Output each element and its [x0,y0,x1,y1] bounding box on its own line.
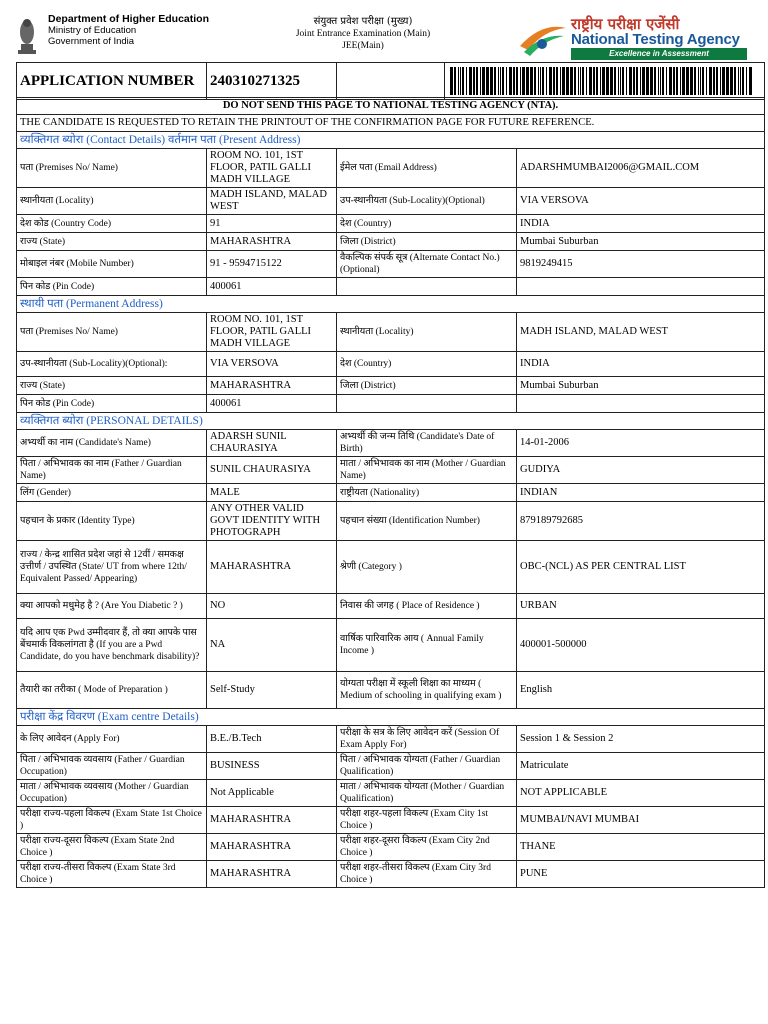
barcode-bar [562,67,565,95]
section-title: परीक्षा केंद्र विवरण (Exam centre Details) [17,709,765,726]
field-value: OBC-(NCL) AS PER CENTRAL LIST [517,541,765,594]
barcode-bar [734,67,736,95]
table-row [17,149,765,188]
table-row [17,278,765,296]
table-row [17,541,765,594]
barcode-bar [494,67,496,95]
field-value: NA [207,619,337,672]
dept-text [48,14,209,47]
barcode-bar [606,67,609,95]
field-label: जिला (District) [337,377,517,395]
barcode-bar [618,67,619,95]
barcode-bar [698,67,699,95]
barcode-bar [498,67,499,95]
barcode-bar [742,67,744,95]
barcode-bar [640,67,641,95]
field-value: THANE [517,834,765,861]
barcode-bar [530,67,533,95]
barcode-bar [666,67,667,95]
barcode-bar [458,67,459,95]
field-value: MADH ISLAND, MALAD WEST [207,188,337,215]
nta-logo [516,14,756,58]
field-value: 400001-500000 [517,619,765,672]
exam-title-hindi: संयुक्त प्रवेश परीक्षा (मुख्य) [313,16,413,27]
barcode-bar [570,67,573,95]
nta-name-english: National Testing Agency [571,31,740,48]
table-row [17,395,765,413]
field-label: माता / अभिभावक व्यवसाय (Mother / Guardian Occupation) [17,780,207,807]
table-row [17,834,765,861]
barcode-bar [534,67,536,95]
barcode-bar [482,67,485,95]
field-label: देश (Country) [337,352,517,377]
table-row [17,377,765,395]
field-value: 14-01-2006 [517,430,765,457]
barcode-bar [462,67,464,95]
barcode-bar [578,67,579,95]
barcode-bar [622,67,624,95]
barcode-bar [740,67,741,95]
barcode-bar [658,67,659,95]
barcode-bar [593,67,595,95]
field-label: श्रेणी (Category ) [337,541,517,594]
barcode-bar [469,67,472,95]
field-value: Not Applicable [207,780,337,807]
field-label: निवास की जगह ( Place of Residence ) [337,594,517,619]
field-label: पिता / अभिभावक व्यवसाय (Father / Guardian Occupation) [17,753,207,780]
barcode-bar [506,67,507,95]
barcode-bar [686,67,689,95]
field-value [517,278,765,296]
table-row [17,594,765,619]
field-value: INDIA [517,352,765,377]
field-label: जिला (District) [337,233,517,251]
barcode-bar [516,67,518,95]
barcode-bar [520,67,521,95]
field-label: ईमेल पता (Email Address) [337,149,517,188]
field-label: परीक्षा राज्य-दूसरा विकल्प (Exam State 2nd Choice ) [17,834,207,861]
barcode-bar [476,67,478,95]
field-label: क्या आपको मधुमेह है ? (Are You Diabetic ? ) [17,594,207,619]
barcode-image [448,66,756,96]
barcode-bar [500,67,501,95]
field-value: ROOM NO. 101, 1ST FLOOR, PATIL GALLI MADH VILLAGE [207,313,337,352]
field-value: INDIAN [517,484,765,502]
barcode-bar [522,67,525,95]
barcode-bar [673,67,675,95]
barcode-bar [542,67,544,95]
barcode-bar [662,67,664,95]
barcode-bar [480,67,481,95]
barcode-bar [574,67,576,95]
barcode-bar [546,67,547,95]
field-value: MAHARASHTRA [207,377,337,395]
field-label: उप-स्थानीयता (Sub-Locality)(Optional): [17,352,207,377]
field-label: परीक्षा राज्य-पहला विकल्प (Exam State 1st Choice ) [17,807,207,834]
nta-name-hindi: राष्ट्रीय परीक्षा एजेंसी [571,15,680,33]
field-value: MAHARASHTRA [207,834,337,861]
field-label: पिन कोड (Pin Code) [17,278,207,296]
field-label: पिता / अभिभावक का नाम (Father / Guardian Name) [17,457,207,484]
table-row [17,215,765,233]
field-label: वार्षिक पारिवारिक आय ( Annual Family Income ) [337,619,517,672]
barcode-bar [654,67,656,95]
table-row [17,780,765,807]
field-value: Mumbai Suburban [517,233,765,251]
table-row [17,753,765,780]
dept-line-2: Ministry of Education [48,25,137,36]
application-number-value: 240310271325 [207,63,337,100]
exam-title-short: JEE(Main) [342,41,384,51]
barcode-bar [730,67,733,95]
field-value: MADH ISLAND, MALAD WEST [517,313,765,352]
barcode-bar [646,67,649,95]
field-value [517,395,765,413]
field-value: MALE [207,484,337,502]
section-title: स्थायी पता (Permanent Address) [17,296,765,313]
field-label: वैकल्पिक संपर्क सूत्र (Alternate Contact No.) (Optional) [337,251,517,278]
field-label: राज्य / केन्द्र शासित प्रदेश जहां से 12वीं / समकक्ष उत्तीर्ण / उपस्थित (State/ UT from where 12th/ Equivalent Passed/ Appearing) [17,541,207,594]
barcode-bar [538,67,539,95]
table-row [17,672,765,709]
field-label: परीक्षा शहर-तीसरा विकल्प (Exam City 3rd Choice ) [337,861,517,888]
barcode-bar [738,67,739,95]
barcode-bar [746,67,747,95]
field-value: URBAN [517,594,765,619]
barcode-bar [726,67,729,95]
barcode-bar [706,67,707,95]
field-label: अभ्यर्थी की जन्म तिथि (Candidate's Date of Birth) [337,430,517,457]
barcode-bar [473,67,475,95]
field-label: परीक्षा शहर-पहला विकल्प (Exam City 1st Choice ) [337,807,517,834]
barcode-bar [694,67,696,95]
field-label: पिता / अभिभावक योग्यता (Father / Guardian Qualification) [337,753,517,780]
table-row [17,233,765,251]
field-label: माता / अभिभावक योग्यता (Mother / Guardian Qualification) [337,780,517,807]
field-value: VIA VERSOVA [517,188,765,215]
field-label: राज्य (State) [17,233,207,251]
field-value: ADARSHMUMBAI2006@GMAIL.COM [517,149,765,188]
field-value: Self-Study [207,672,337,709]
exam-title [258,16,468,52]
barcode-bar [502,67,504,95]
barcode-bar [629,67,632,95]
barcode-bar [636,67,638,95]
field-value: 400061 [207,278,337,296]
table-row [17,313,765,352]
table-row [17,502,765,541]
field-value: B.E./B.Tech [207,726,337,753]
field-value: MUMBAI/NAVI MUMBAI [517,807,765,834]
barcode-bar [713,67,715,95]
table-row [17,619,765,672]
field-value: Matriculate [517,753,765,780]
field-label: स्थानीयता (Locality) [17,188,207,215]
barcode-bar [690,67,693,95]
details-table [16,97,765,888]
field-label: पता (Premises No/ Name) [17,313,207,352]
field-label [337,395,517,413]
field-label: स्थानीयता (Locality) [337,313,517,352]
field-value: SUNIL CHAURASIYA [207,457,337,484]
barcode-bar [454,67,456,95]
field-label: राज्य (State) [17,377,207,395]
field-value: MAHARASHTRA [207,541,337,594]
field-value: ADARSH SUNIL CHAURASIYA [207,430,337,457]
field-label: पहचान संख्या (Identification Number) [337,502,517,541]
field-label: योग्यता परीक्षा में स्कूली शिक्षा का माध्यम ( Medium of schooling in qualifying exam ) [337,672,517,709]
field-value: ANY OTHER VALID GOVT IDENTITY WITH PHOTOGRAPH [207,502,337,541]
barcode-bar [660,67,661,95]
table-row [17,484,765,502]
barcode-bar [716,67,718,95]
field-label: देश कोड (Country Code) [17,215,207,233]
field-value: VIA VERSOVA [207,352,337,377]
barcode-bar [553,67,555,95]
national-emblem-icon [12,14,42,58]
dept-line-3: Government of India [48,36,135,47]
dept-line-1: Department of Higher Education [48,13,210,25]
nta-swoosh-icon [516,16,568,60]
field-label: राष्ट्रीयता (Nationality) [337,484,517,502]
table-row [17,726,765,753]
table-row [17,861,765,888]
barcode-bar [589,67,592,95]
field-label: परीक्षा राज्य-तीसरा विकल्प (Exam State 3rd Choice ) [17,861,207,888]
field-value: NO [207,594,337,619]
field-label: माता / अभिभावक का नाम (Mother / Guardian Name) [337,457,517,484]
barcode-bar [466,67,467,95]
barcode-bar [509,67,512,95]
barcode-bar [700,67,701,95]
barcode-bar [620,67,621,95]
field-value: GUDIYA [517,457,765,484]
field-label: अभ्यर्थी का नाम (Candidate's Name) [17,430,207,457]
field-value: MAHARASHTRA [207,861,337,888]
field-label: पता (Premises No/ Name) [17,149,207,188]
barcode-bar [549,67,552,95]
page-header [0,0,768,62]
exam-title-english: Joint Entrance Examination (Main) [295,29,431,39]
barcode-bar [486,67,489,95]
field-value: ROOM NO. 101, 1ST FLOOR, PATIL GALLI MADH VILLAGE [207,149,337,188]
field-value: NOT APPLICABLE [517,780,765,807]
field-value: MAHARASHTRA [207,807,337,834]
blank-cell [337,63,445,100]
barcode-bar [596,67,598,95]
field-label: यदि आप एक Pwd उम्मीदवार हैं, तो क्या आपके पास बेंचमार्क विकलांगता है (If you are a Pwd Candidate, do you have benchmark disability)? [17,619,207,672]
field-label: पिन कोड (Pin Code) [17,395,207,413]
field-label: परीक्षा शहर-दूसरा विकल्प (Exam City 2nd Choice ) [337,834,517,861]
section-title: व्यक्तिगत ब्योरा (Contact Details) वर्तमान पता (Present Address) [17,132,765,149]
field-value: Session 1 & Session 2 [517,726,765,753]
field-value: 400061 [207,395,337,413]
barcode-bar [650,67,653,95]
barcode-bar [513,67,515,95]
table-row [17,188,765,215]
barcode-bar [669,67,672,95]
table-row [17,251,765,278]
barcode-bar [556,67,558,95]
table-row [17,807,765,834]
barcode-bar [526,67,529,95]
barcode-bar [566,67,569,95]
field-label [337,278,517,296]
barcode-bar [602,67,605,95]
field-value: PUNE [517,861,765,888]
barcode-bar [610,67,613,95]
barcode-bar [633,67,635,95]
barcode-bar [722,67,725,95]
barcode-bar [642,67,645,95]
barcode-bar [586,67,587,95]
barcode-bar [749,67,752,95]
table-row [17,352,765,377]
field-value: English [517,672,765,709]
retain-notice: THE CANDIDATE IS REQUESTED TO RETAIN THE PRINTOUT OF THE CONFIRMATION PAGE FOR FUTURE REFERENCE. [17,115,765,132]
barcode-bar [450,67,453,95]
application-number-label: APPLICATION NUMBER [17,63,207,100]
barcode-bar [682,67,685,95]
barcode-bar [460,67,461,95]
field-value: 9819249415 [517,251,765,278]
nta-tagline: Excellence in Assessment [571,48,747,60]
field-value: MAHARASHTRA [207,233,337,251]
field-label: उप-स्थानीयता (Sub-Locality)(Optional) [337,188,517,215]
barcode-bar [560,67,561,95]
field-label: तैयारी का तरीका ( Mode of Preparation ) [17,672,207,709]
field-value: 91 - 9594715122 [207,251,337,278]
barcode-bar [540,67,541,95]
barcode-bar [580,67,581,95]
dept-block [12,14,209,58]
warning-notice: DO NOT SEND THIS PAGE TO NATIONAL TESTING AGENCY (NTA). [17,98,765,115]
barcode-bar [626,67,627,95]
field-label: देश (Country) [337,215,517,233]
barcode-cell [445,63,765,100]
barcode-bar [720,67,721,95]
field-value: BUSINESS [207,753,337,780]
field-value: INDIA [517,215,765,233]
barcode-bar [709,67,712,95]
field-label: परीक्षा के सत्र के लिए आवेदन करें (Session Of Exam Apply For) [337,726,517,753]
barcode-bar [680,67,681,95]
barcode-bar [702,67,704,95]
barcode-bar [490,67,493,95]
barcode-bar [582,67,584,95]
table-row [17,430,765,457]
barcode-bar [676,67,678,95]
field-label: पहचान के प्रकार (Identity Type) [17,502,207,541]
application-number-table [16,62,765,100]
field-value: 91 [207,215,337,233]
field-label: लिंग (Gender) [17,484,207,502]
field-label: के लिए आवेदन (Apply For) [17,726,207,753]
table-row [17,457,765,484]
field-value: 879189792685 [517,502,765,541]
barcode-bar [614,67,616,95]
field-label: मोबाइल नंबर (Mobile Number) [17,251,207,278]
section-title: व्यक्तिगत ब्योरा (PERSONAL DETAILS) [17,413,765,430]
barcode-bar [600,67,601,95]
field-value: Mumbai Suburban [517,377,765,395]
